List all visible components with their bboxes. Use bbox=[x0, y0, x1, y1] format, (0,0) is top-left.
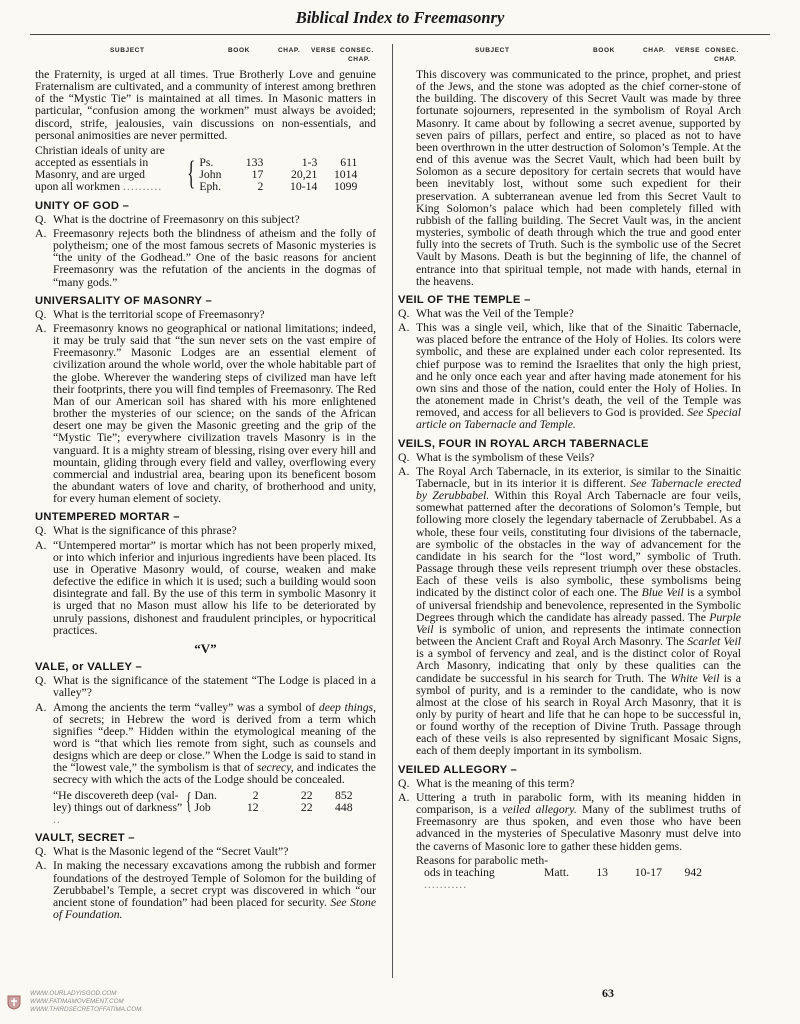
page-number: 63 bbox=[602, 986, 614, 1000]
header-rule bbox=[30, 34, 770, 35]
left-column-header bbox=[35, 47, 376, 69]
answer: A. In making the necessary excavations among the rubbish and former foundations of the destroyed Temple of Solomon for the building of Zerubbabel’s Temple, a secret crypt was discovered in which “our ancient stone of foundation” had been placed for security. See Stone of Foundation. bbox=[35, 859, 377, 921]
answer: A. This was a single veil, which, like that of the Sinaitic Tabernacle, was placed before the entrance of the Holy of Holies. Its colors were symbolic, and these are explained under each color represented. Its chief purpose was to remind the Israelites that only the high priest, and he only once each year and after having made atonement for his own sins and those of the nation, could enter the Holy of Holies. In the atonement made in Christ’s death, the veil of the Temple was removed, and access for all believers to God is provided. See Special article on Tabernacle and Temple. bbox=[398, 321, 741, 432]
answer: A. Freemasonry knows no geographical or national limitations; indeed, it may be truly said that “the sun never sets on the vast empire of Freemasonry.” Masonic Lodges are an essential element of civilization around the whole world, over the whole habitable part of the globe. Wherever the wandering steps of civilized man have left their footprints, there you will find temples of Freemasonry. The Red Man of our American soil has shared with his more enlightened brother the mysteries of our science; on the sands of the African desert one may be given the Masonic greeting and the grip of the “Mystic Tie”; everywhere civilization travels Masonry is in the vanguard. It is a mighty stream of blessing, rising over every hill and mountain, gliding through every field and valley, overflowing every commercial and industrial area, bearing upon its beneficent bosom the abundant waters of love and charity, of brotherhood and unity, for every human element of society. bbox=[35, 321, 376, 506]
col-book-label: BOOK bbox=[593, 47, 615, 54]
entry-heading: VEILS, FOUR IN ROYAL ARCH TABERNACLE bbox=[398, 437, 649, 450]
question: Q. What is the significance of the statement “The Lodge is placed in a valley”? bbox=[35, 674, 376, 700]
entry-heading: VEILED ALLEGORY – bbox=[398, 763, 518, 776]
reference-lead-line: “He discovereth deep (val- bbox=[53, 788, 179, 802]
question: Q. What is the doctrine of Freemasonry on this subject? bbox=[35, 212, 300, 226]
footer-link[interactable]: WWW.FATIMAMOVEMENT.COM bbox=[30, 998, 124, 1005]
answer: A. Freemasonry rejects both the blindness of atheism and the folly of polytheism; one of the most famous secrets of Masonic mysteries is “the unity of the Godhead.” One of the basic reasons for ancient Freemasonry was the refutation of the ancients in the dogmas of “many gods.” bbox=[35, 226, 376, 289]
reference-row: John 17 20,21 1014 bbox=[199, 168, 358, 182]
page-title: Biblical Index to Freemasonry bbox=[295, 8, 505, 27]
brace: { bbox=[187, 154, 196, 192]
reference-row: Job 12 22 448 bbox=[194, 800, 353, 814]
col-consec-chap-label: CHAP. bbox=[348, 56, 371, 63]
right-column-header bbox=[398, 47, 741, 69]
col-chap-label: CHAP. bbox=[278, 47, 301, 54]
answer: A. Uttering a truth in parabolic form, with its meaning hidden in comparison, is a veiled allegory. Many of the sublimest truths of Freemasonry are thus spoken, and even those who have been advanced in the mysteries of Speculative Masonry must delve into the caverns of Masonic lore to gather these hidden gems. bbox=[398, 790, 741, 853]
entry-heading: VEIL OF THE TEMPLE – bbox=[398, 293, 531, 306]
shield-logo-icon bbox=[6, 994, 22, 1010]
col-chap-label: CHAP. bbox=[643, 47, 666, 54]
scripture-reference bbox=[35, 145, 376, 194]
reference-lead-line: accepted as essentials in bbox=[35, 156, 149, 170]
col-verse-label: VERSE bbox=[675, 47, 701, 54]
entry-heading: UNIVERSALITY OF MASONRY – bbox=[35, 294, 212, 307]
question: Q. What is the Masonic legend of the “Secret Vault”? bbox=[35, 845, 289, 859]
col-consec-chap-label: CHAP. bbox=[714, 56, 737, 63]
col-book-label: BOOK bbox=[228, 47, 250, 54]
entry-heading: VALE, or VALLEY – bbox=[35, 661, 143, 674]
scripture-reference bbox=[35, 790, 376, 826]
reference-lead-line: Christian ideals of unity are bbox=[35, 143, 165, 157]
entry-heading: UNITY OF GOD – bbox=[35, 199, 130, 212]
col-verse-label: VERSE bbox=[311, 47, 337, 54]
right-column bbox=[398, 68, 741, 891]
footer-link[interactable]: WWW.OURLADYISGOD.COM bbox=[30, 990, 117, 997]
answer: A. Among the ancients the term “valley” was a symbol of deep things, of secrets; in Hebrew the word is derived from a term which signifies “deep.” Hidden within the etymological meaning of the word is “that which lies remote from sight, such as counsels and designs which are deep or close.” When the Lodge is said to stand in the “lowest vale,” the symbolism is that of secrecy, and indicates the secrecy with which the acts of the Lodge should be concealed. bbox=[35, 700, 377, 787]
question: Q. What is the meaning of this term? bbox=[398, 776, 575, 790]
question: Q. What was the Veil of the Temple? bbox=[398, 306, 574, 320]
col-consec-label: CONSEC. bbox=[340, 47, 374, 54]
left-column bbox=[35, 69, 376, 921]
question: Q. What is the symbolism of these Veils? bbox=[398, 450, 595, 464]
intro-paragraph: the Fraternity, is urged at all times. True Brotherly Love and genuine Fraternalism are cultivated, and a community of interest among brethren of the “Mystic Tie” is maintained at all times. In Masonic matters in particular, “confusion among the workmen” must always be avoided; discord, strife, jealousies, vain discussions on non-essentials, and personal animosities are never permitted. bbox=[35, 68, 376, 142]
column-divider bbox=[392, 44, 393, 978]
question: Q. What is the territorial scope of Freemasonry? bbox=[35, 307, 265, 321]
continued-paragraph: This discovery was communicated to the prince, prophet, and priest of the Jews, and the stone was adopted as the chief corner-stone of the building. The discovery of this Secret Vault was made by three fortunate sojourners, represented in the symbolism of Royal Arch Masonry. It came about by following a secret avenue, supported by seven pairs of pillars, perfect and entire, so placed as not to have been overthrown in the utter destruction of Solomon’s Temple. At the end of this avenue was the Secret Vault, which had been built by Solomon as a secure depository for certain secrets that would have been inevitably lost, without some such expedient for their preservation. A subterranean avenue led from this Secret Vault to King Solomon’s palace which had been completely filled with rubbish of the falling building. The Secret Vault was, in the ancient mysteries, symbolic of death through which the true and good enter fully into the secrets of Truth. Such is the symbolic use of the Secret Vault by Masons. Death is but the beginning of life, the channel of entrance into that spiritual temple, not made with hands, eternal in the heavens. bbox=[416, 68, 741, 288]
reference-row: ods in teaching ........... Matt. 13 10-17 942 bbox=[424, 865, 702, 891]
reference-rows bbox=[195, 790, 376, 826]
entry-heading: UNTEMPERED MORTAR – bbox=[35, 511, 180, 524]
reference-rows bbox=[199, 157, 376, 194]
question: Q. What is the significance of this phrase? bbox=[35, 524, 237, 538]
reference-lead bbox=[35, 790, 183, 826]
footer-link[interactable]: WWW.THIRDSECRETOFFATIMA.COM bbox=[30, 1006, 142, 1013]
reference-row: Dan. 2 22 852 bbox=[194, 788, 353, 802]
col-consec-label: CONSEC. bbox=[705, 47, 739, 54]
footer-watermark bbox=[30, 990, 141, 1014]
reference-lead-line: Masonry, and are urged bbox=[35, 168, 146, 182]
reference-lead-line: upon all workmen .......... bbox=[35, 180, 163, 194]
section-letter: “V” bbox=[194, 640, 217, 656]
answer: A. “Untempered mortar” is mortar which has not been properly mixed, or into which inferior and injurious ingredients have been placed. Its use in Operative Masonry would, of course, weaken and make defective the edifice in which it is used; such a building would soon disintegrate and fall. By the use of this term in symbolic Masonry it is urged that no Mason must allow his life to be deteriorated by unruly passions, dishonest and fraudulent principles, or hypocritical practices. bbox=[35, 538, 376, 637]
scripture-reference bbox=[398, 853, 741, 891]
entry-heading: VAULT, SECRET – bbox=[35, 832, 135, 845]
reference-lead-line: Reasons for parabolic meth- bbox=[416, 853, 549, 867]
brace: { bbox=[185, 788, 192, 815]
reference-row: Ps. 133 1-3 611 bbox=[199, 155, 358, 169]
col-subject-label: SUBJECT bbox=[110, 47, 145, 54]
reference-row: Eph. 2 10-14 1099 bbox=[199, 180, 358, 194]
answer: A. The Royal Arch Tabernacle, in its exterior, is similar to the Sinaitic Tabernacle, but in its interior it is different. See Tabernacle erected by Zerubbabel. Within this Royal Arch Tabernacle are four veils, somewhat patterned after the decorations of Solomon’s Temple, but following more closely the legendary tabernacle of Zerubbabel. As a whole, these four veils, constituting four divisions of the tabernacle, are symbolic of the obstacles in the way of advancement for the candidate in his search for the “lost word,” symbolic of Truth. Passage through these veils represent triumph over these obstacles. Each of these veils is also symbolic, these symbolisms being indicated by the distinct color of each one. The Blue Veil is a symbol of universal friendship and benevolence, represented in the Symbolic Degrees through which the candidate has already passed. The Purple Veil is symbolic of union, and represents the intimate connection between the Ancient Craft and Royal Arch Masonry. The Scarlet Veil is a symbol of fervency and zeal, and is the distinct color of Royal Arch Masonry, indicating that only by these qualities can the candidate be successful in his search for Truth. The White Veil is a symbol of purity, and is a reminder to the candidate, who is now almost at the close of his search in Royal Arch Masonry, that it is only by purity of heart and life that he can hope to be successful in, or found worthy of the reception of Divine Truth. Passage through each of these veils is also represented by significant Mosaic Signs, each of them deeply important in its symbolism. bbox=[398, 464, 741, 758]
reference-lead bbox=[35, 145, 183, 194]
col-subject-label: SUBJECT bbox=[475, 47, 510, 54]
reference-lead-line: ley) things out of darkness” .. bbox=[53, 800, 183, 826]
